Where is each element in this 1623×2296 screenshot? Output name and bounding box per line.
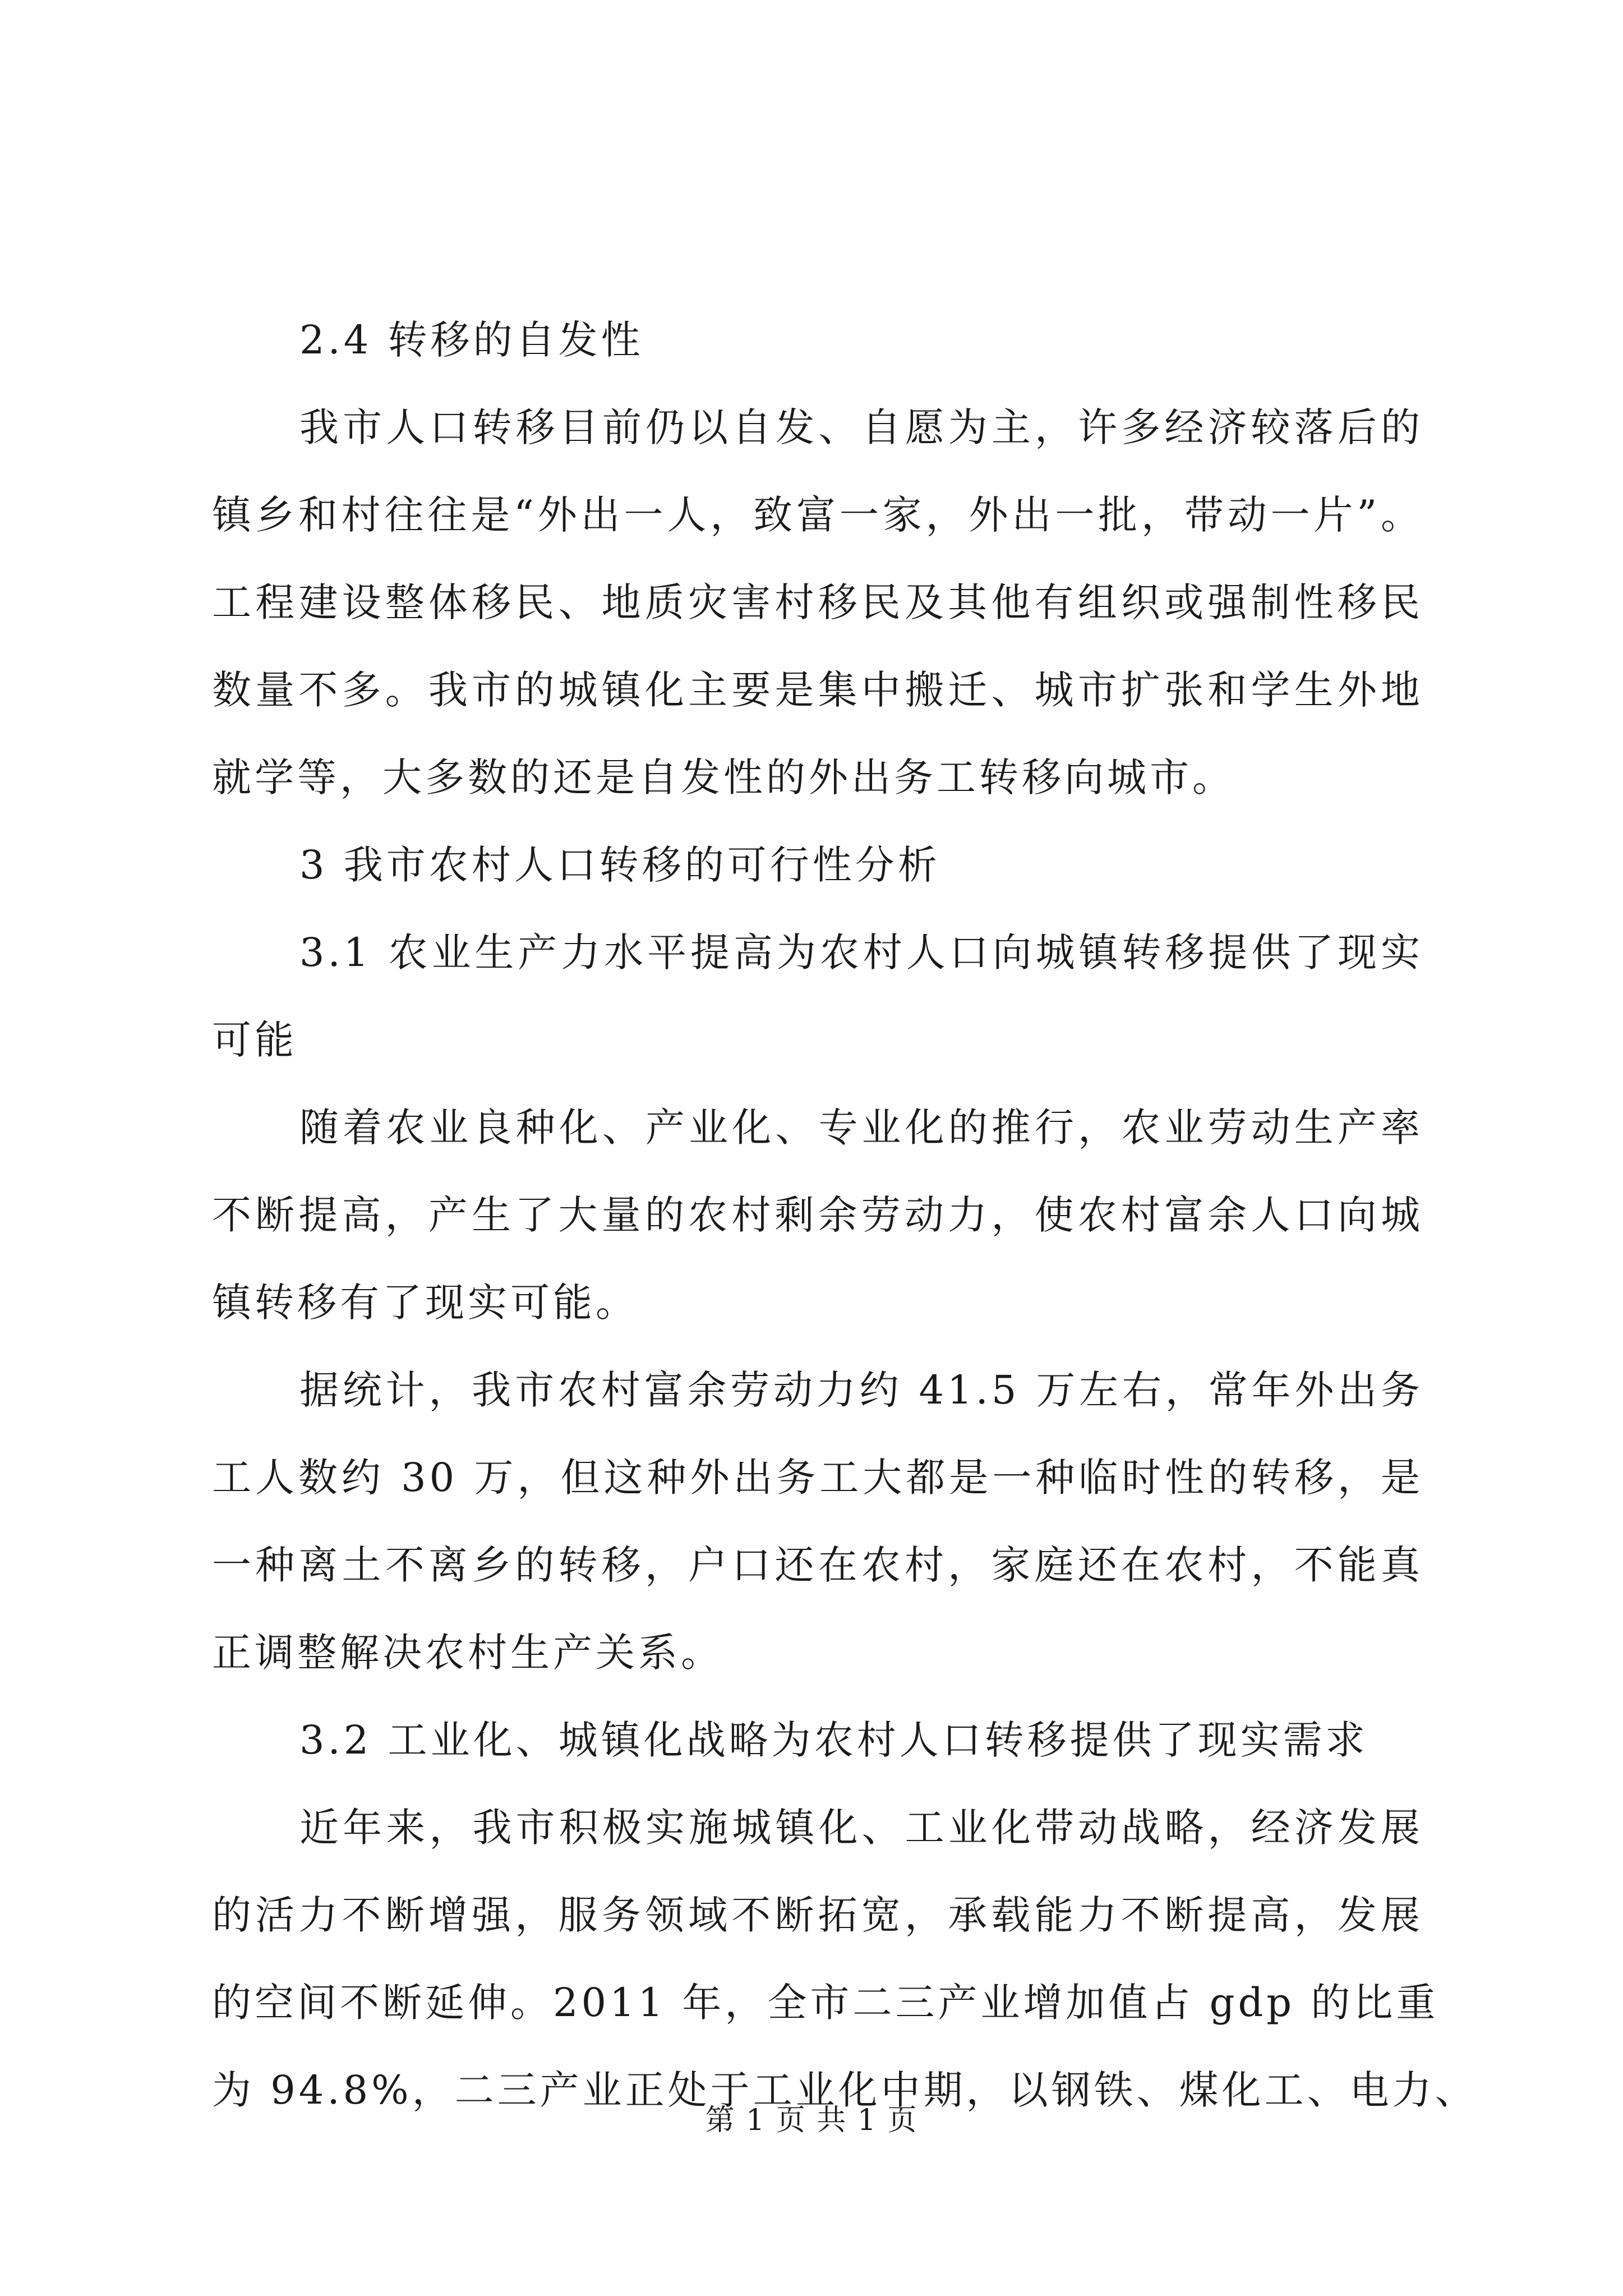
document-body [212, 296, 1478, 2134]
text-line: 据统计，我市农村富余劳动力约 41.5 万左右，常年外出务 [299, 1367, 1423, 1413]
text-line: 3.1 农业生产力水平提高为农村人口向城镇转移提供了现实 [299, 930, 1423, 976]
text-line: 随着农业良种化、产业化、专业化的推行，农业劳动生产率 [299, 1105, 1423, 1151]
text-line: 不断提高，产生了大量的农村剩余劳动力，使农村富余人口向城 [212, 1192, 1423, 1238]
text-line: 工人数约 30 万，但这种外出务工大都是一种临时性的转移，是 [212, 1455, 1423, 1501]
text-line: 3 我市农村人口转移的可行性分析 [299, 842, 940, 888]
text-line: 可能 [212, 1017, 297, 1063]
text-line: 镇乡和村往往是“外出一人，致富一家，外出一批，带动一片”。 [212, 492, 1423, 538]
text-line: 数量不多。我市的城镇化主要是集中搬迁、城市扩张和学生外地 [212, 667, 1423, 713]
page-footer: 第 1 页 共 1 页 [705, 2104, 918, 2137]
text-line: 为 94.8%，二三产业正处于工业化中期，以钢铁、煤化工、电力、 [212, 2067, 1478, 2113]
text-line: 镇转移有了现实可能。 [212, 1280, 638, 1326]
text-line: 我市人口转移目前仍以自发、自愿为主，许多经济较落后的 [299, 404, 1423, 450]
text-line: 2.4 转移的自发性 [299, 317, 644, 363]
text-line: 一种离土不离乡的转移，户口还在农村，家庭还在农村，不能真 [212, 1542, 1423, 1588]
text-line: 的活力不断增强，服务领域不断拓宽，承载能力不断提高，发展 [212, 1892, 1423, 1938]
text-line: 就学等，大多数的还是自发性的外出务工转移向城市。 [212, 754, 1235, 800]
text-line: 近年来，我市积极实施城镇化、工业化带动战略，经济发展 [299, 1805, 1423, 1851]
text-line: 工程建设整体移民、地质灾害村移民及其他有组织或强制性移民 [212, 579, 1423, 625]
text-line: 正调整解决农村生产关系。 [212, 1630, 723, 1676]
text-line: 的空间不断延伸。2011 年，全市二三产业增加值占 gdp 的比重 [212, 1980, 1439, 2026]
text-line: 3.2 工业化、城镇化战略为农村人口转移提供了现实需求 [299, 1717, 1368, 1763]
